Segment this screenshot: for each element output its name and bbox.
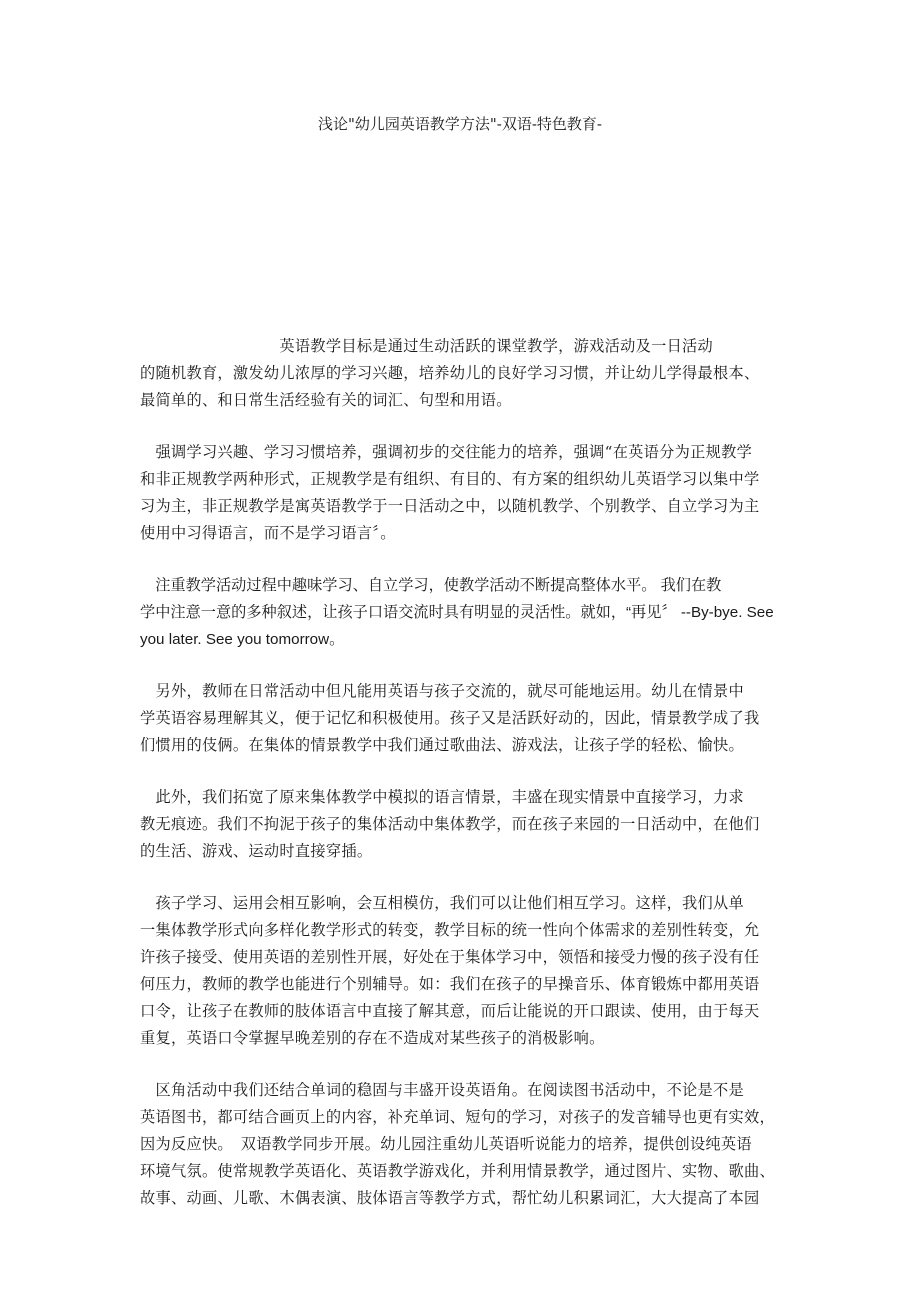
text-line: 英语教学目标是通过生动活跃的课堂教学，游戏活动及一日活动: [140, 337, 714, 355]
document-title: 浅论"幼儿园英语教学方法"-双语-特色教育-: [317, 115, 602, 133]
paragraph-real-situations: [140, 784, 790, 865]
text-line: 重复，英语口令掌握早晚差别的存在不造成对某些孩子的消极影响。: [140, 1029, 605, 1047]
text-line: 另外，教师在日常活动中但凡能用英语与孩子交流的，就尽可能地运用。幼儿在情景中: [140, 682, 745, 700]
text-line: 许孩子接受、使用英语的差别性开展，好处在于集体学习中，领悟和接受力慢的孩子没有任: [140, 948, 760, 966]
text-line: 区角活动中我们还结合单词的稳固与丰盛开设英语角。在阅读图书活动中，不论是不是: [140, 1081, 745, 1099]
text-line: 一集体教学形式向多样化教学形式的转变，教学目标的统一性向个体需求的差别性转变，允: [140, 921, 760, 939]
text-line: 英语图书，都可结合画页上的内容，补充单词、短句的学习，对孩子的发音辅导也更有实效，: [140, 1108, 775, 1126]
text-line: 使用中习得语言，而不是学习语言〞。: [140, 524, 396, 542]
text-line: 此外，我们拓宽了原来集体教学中模拟的语言情景，丰盛在现实情景中直接学习，力求: [140, 788, 745, 806]
text-line: 口令，让孩子在教师的肢体语言中直接了解其意，而后让能说的开口跟读、使用，由于每天: [140, 1002, 760, 1020]
document-body: [140, 333, 790, 1237]
text-line: 的随机教育，激发幼儿浓厚的学习兴趣，培养幼儿的良好学习习惯，并让幼儿学得最根本、: [140, 364, 760, 382]
paragraph-english-corner: [140, 1077, 790, 1212]
paragraph-mutual-learning: [140, 890, 790, 1052]
text-line: 环境气氛。使常规教学英语化、英语教学游戏化，并利用情景教学，通过图片、实物、歌曲、: [140, 1162, 775, 1180]
paragraph-teaching-goals: [140, 333, 790, 414]
text-line: 强调学习兴趣、学习习惯培养，强调初步的交往能力的培养，强调“在英语分为正规教学: [140, 443, 753, 461]
text-line: 学英语容易理解其义，便于记忆和积极使用。孩子又是活跃好动的，因此，情景教学成了我: [140, 709, 760, 727]
paragraph-fun-learning: [140, 572, 790, 653]
text-line: 们惯用的伎俩。在集体的情景教学中我们通过歌曲法、游戏法，让孩子学的轻松、愉快。: [140, 736, 745, 754]
text-line: 学中注意一意的多种叙述，让孩子口语交流时具有明显的灵活性。就如，“再见〞 --By-bye. See: [140, 604, 774, 621]
text-line: 最简单的、和日常生活经验有关的词汇、句型和用语。: [140, 391, 512, 409]
text-line: 习为主，非正规教学是寓英语教学于一日活动之中，以随机教学、个别教学、自立学习为主: [140, 497, 760, 515]
text-line: 注重教学活动过程中趣味学习、自立学习，使教学活动不断提高整体水平。 我们在教: [140, 577, 722, 594]
text-line: 教无痕迹。我们不拘泥于孩子的集体活动中集体教学，而在孩子来园的一日活动中，在他们: [140, 815, 760, 833]
text-line: 故事、动画、儿歌、木偶表演、肢体语言等教学方式，帮忙幼儿积累词汇，大大提高了本园: [140, 1189, 760, 1207]
text-line: you later. See you tomorrow。: [140, 631, 345, 648]
text-line: 何压力，教师的教学也能进行个别辅导。如：我们在孩子的早操音乐、体育锻炼中都用英语: [140, 975, 760, 993]
text-line: 的生活、游戏、运动时直接穿插。: [140, 842, 373, 860]
text-line: 孩子学习、运用会相互影响，会互相模仿，我们可以让他们相互学习。这样，我们从单: [140, 894, 745, 912]
text-line: 因为反应快。 双语教学同步开展。幼儿园注重幼儿英语听说能力的培养，提供创设纯英语: [140, 1135, 752, 1153]
paragraph-daily-communication: [140, 678, 790, 759]
text-line: 和非正规教学两种形式，正规教学是有组织、有目的、有方案的组织幼儿英语学习以集中学: [140, 470, 760, 488]
paragraph-interest-habits: [140, 439, 790, 547]
